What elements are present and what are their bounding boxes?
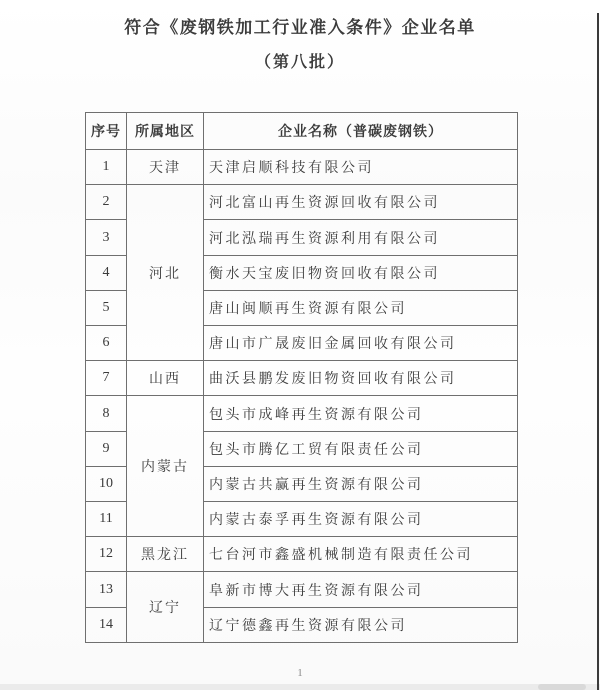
region-cell: 内蒙古	[127, 396, 204, 537]
table-row	[86, 361, 518, 396]
region-cell: 辽宁	[127, 572, 204, 643]
company-name-cell: 衡水天宝废旧物资回收有限公司	[204, 255, 518, 290]
row-number-cell: 10	[86, 466, 127, 501]
row-number-cell: 7	[86, 361, 127, 396]
document-page	[0, 13, 600, 690]
table-row	[86, 396, 518, 431]
row-number-cell: 8	[86, 396, 127, 431]
header-row	[86, 113, 518, 150]
region-cell: 黑龙江	[127, 537, 204, 572]
row-number-cell: 3	[86, 220, 127, 255]
company-name-cell: 曲沃县鹏发废旧物资回收有限公司	[204, 361, 518, 396]
bottom-scrollbar-track[interactable]	[0, 684, 600, 690]
column-header-company: 企业名称（普碳废钢铁）	[204, 113, 518, 150]
company-name-cell: 阜新市博大再生资源有限公司	[204, 572, 518, 607]
row-number-cell: 2	[86, 185, 127, 220]
company-name-cell: 辽宁德鑫再生资源有限公司	[204, 607, 518, 642]
company-name-cell: 唐山市广晟废旧金属回收有限公司	[204, 326, 518, 361]
column-header-region: 所属地区	[127, 113, 204, 150]
document-title: 符合《废钢铁加工行业准入条件》企业名单	[124, 18, 476, 37]
row-number-cell: 9	[86, 431, 127, 466]
company-name-cell: 天津启顺科技有限公司	[204, 150, 518, 185]
company-name-cell: 内蒙古泰孚再生资源有限公司	[204, 502, 518, 537]
region-cell: 河北	[127, 185, 204, 361]
row-number-cell: 6	[86, 326, 127, 361]
row-number-cell: 14	[86, 607, 127, 642]
row-number-cell: 1	[86, 150, 127, 185]
company-name-cell: 内蒙古共赢再生资源有限公司	[204, 466, 518, 501]
company-name-cell: 七台河市鑫盛机械制造有限责任公司	[204, 537, 518, 572]
companies-table-body	[86, 150, 518, 643]
region-cell: 山西	[127, 361, 204, 396]
row-number-cell: 12	[86, 537, 127, 572]
row-number-cell: 4	[86, 255, 127, 290]
region-cell: 天津	[127, 150, 204, 185]
photo-edge-line	[597, 13, 599, 690]
row-number-cell: 5	[86, 290, 127, 325]
companies-table	[85, 112, 518, 643]
page-number: 1	[297, 667, 303, 679]
scrollbar-thumb[interactable]	[538, 684, 586, 690]
company-name-cell: 河北泓瑞再生资源利用有限公司	[204, 220, 518, 255]
document-subtitle: （第八批）	[254, 54, 345, 71]
table-row	[86, 537, 518, 572]
row-number-cell: 13	[86, 572, 127, 607]
table-row	[86, 572, 518, 607]
column-header-index: 序号	[86, 113, 127, 150]
company-name-cell: 河北富山再生资源回收有限公司	[204, 185, 518, 220]
companies-table-header	[86, 113, 518, 150]
table-row	[86, 150, 518, 185]
company-name-cell: 包头市腾亿工贸有限责任公司	[204, 431, 518, 466]
table-row	[86, 185, 518, 220]
row-number-cell: 11	[86, 502, 127, 537]
company-name-cell: 唐山闽顺再生资源有限公司	[204, 290, 518, 325]
company-name-cell: 包头市成峰再生资源有限公司	[204, 396, 518, 431]
